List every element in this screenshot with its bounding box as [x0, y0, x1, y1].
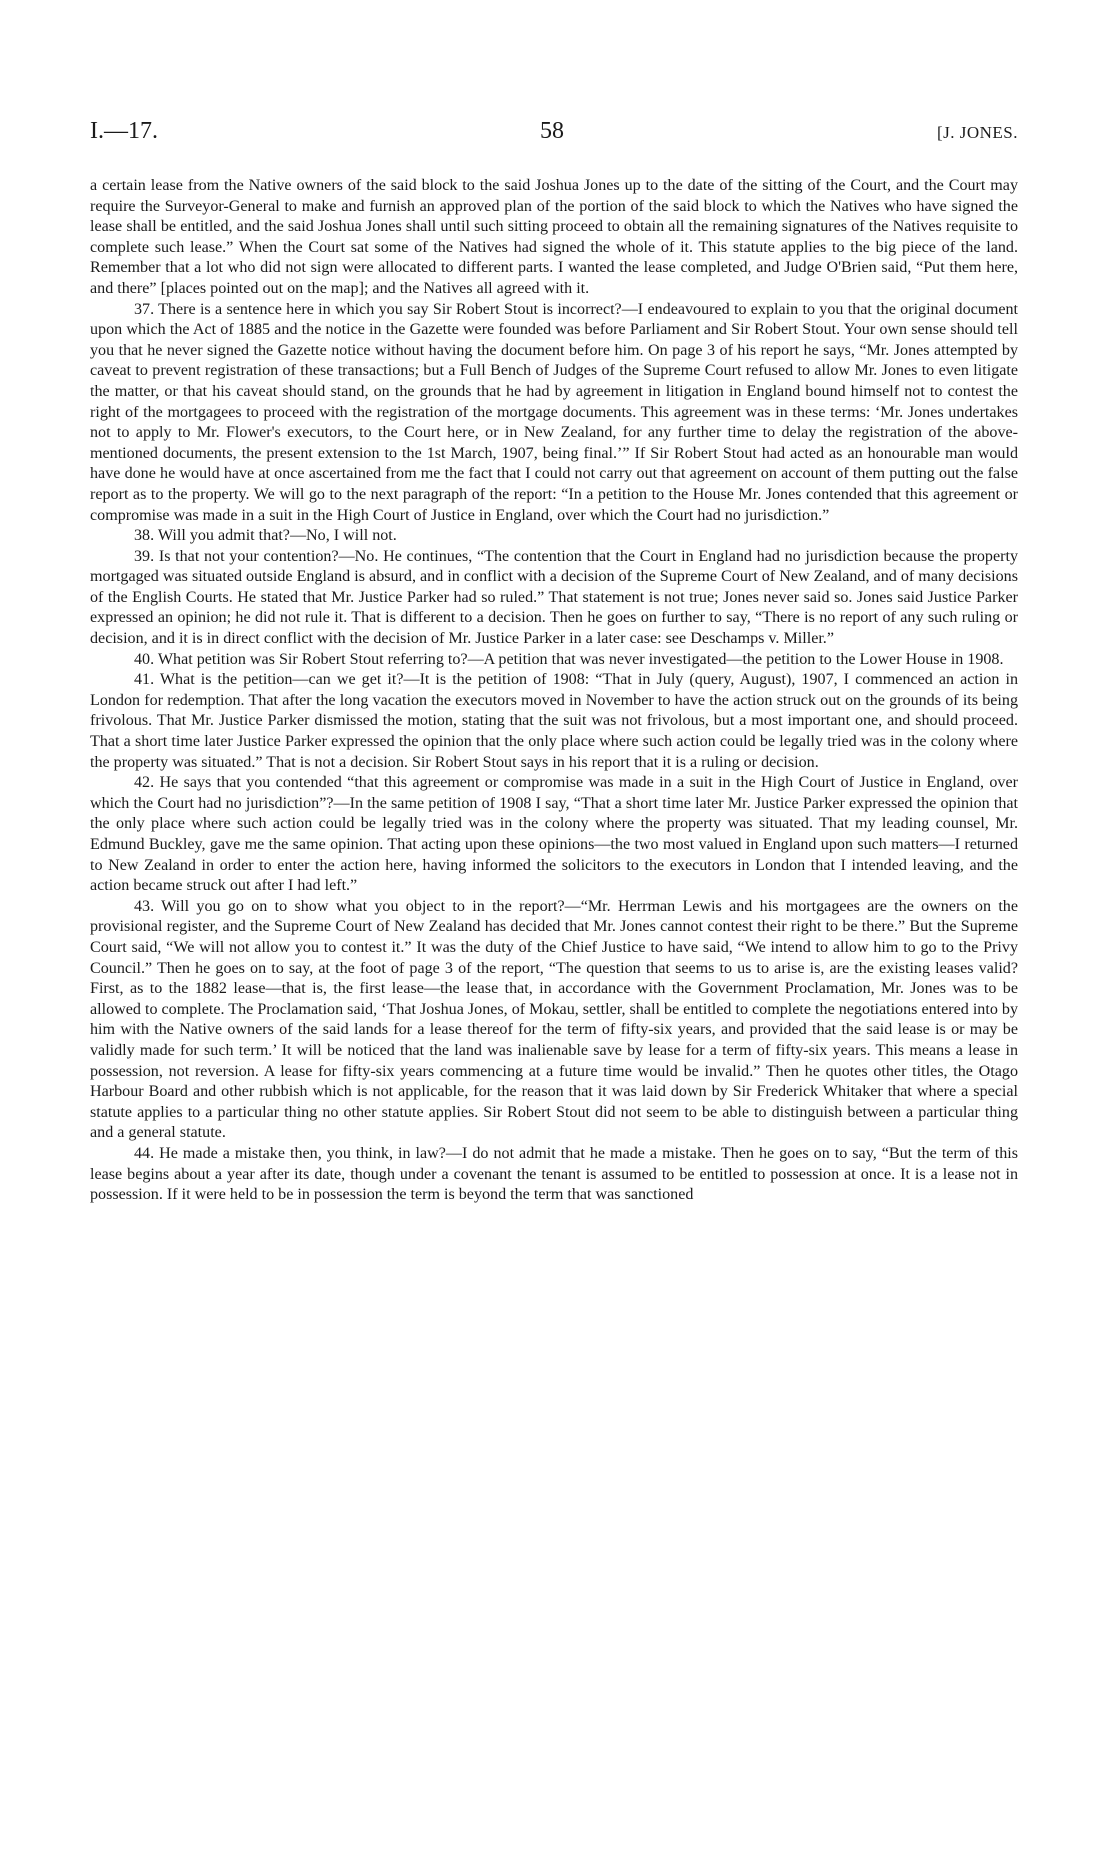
paragraph-41: 41. What is the petition—can we get it?—It is the petition of 1908: “That in July (query, August), 1907, I commenced an action in London for redemption. That after the long vacation the executors moved in November to have the action struck out on the grounds of its being frivolous. That Mr. Justice Parker dismissed the motion, stating that the suit was not frivolous, but a most important one, and should proceed. That a short time later Justice Parker expressed the opinion that the only place where such action could be legally tried was in the colony where the property was situated.” That is not a decision. Sir Robert Stout says in his report that it is a ruling or decision. [90, 671, 1018, 771]
witness-name: [J. JONES. [936, 123, 1018, 142]
paragraph-37: 37. There is a sentence here in which you say Sir Robert Stout is incorrect?—I endeavoured to explain to you that the original document upon which the Act of 1885 and the notice in the Gazette were founded was before Parliament and Sir Robert Stout. Your own sense should tell you that he never signed the Gazette notice without having the document before him. On page 3 of his report he says, “Mr. Jones attempted by caveat to prevent registration of these transactions; but a Full Bench of Judges of the Supreme Court refused to allow Mr. Jones to even litigate the matter, or that his caveat should stand, on the grounds that he had by agreement in litigation in England bound himself not to contest the right of the mortgagees to proceed with the registration of the mortgage documents. This agreement was in these terms: ‘Mr. Jones undertakes not to apply to Mr. Flower's executors, to the Court here, or in New Zealand, for any further time to delay the registration of the above-mentioned documents, the present extension to the 1st March, 1907, being final.’” If Sir Robert Stout had acted as an honourable man would have done he would have at once ascertained from me the fact that I could not carry out that agreement on account of them putting out the false report as to the property. We will go to the next paragraph of the report: “In a petition to the House Mr. Jones contended that this agreement or compromise was made in a suit in the High Court of Justice in England, over which the Court had no jurisdiction.” [90, 300, 1018, 524]
paragraph-42: 42. He says that you contended “that this agreement or compromise was made in a suit in the High Court of Justice in England, over which the Court had no jurisdiction”?—In the same petition of 1908 I say, “That a short time later Mr. Justice Parker expressed the opinion that the only place where such action could be legally tried was in the colony where the property was situated. That my leading counsel, Mr. Edmund Buckley, gave me the same opinion. That acting upon these opinions—the two most valued in England upon such matters—I returned to New Zealand in order to enter the action here, having informed the solicitors to the executors in London that I intended leaving, and the action became struck out after I had left.” [90, 774, 1018, 895]
paragraph-40: 40. What petition was Sir Robert Stout referring to?—A petition that was never investigated—the petition to the Lower House in 1908. [134, 650, 1004, 668]
paper-number: I.—17. [90, 118, 158, 144]
paragraph-44: 44. He made a mistake then, you think, in law?—I do not admit that he made a mistake. Then he goes on to say, “But the term of this lease begins about a year after its date, though under a covenant the tenant is assumed to be entitled to possession at once. It is a lease not in possession. If it were held to be in possession the term is beyond the term that was sanctioned [90, 1144, 1018, 1204]
page-number: 58 [540, 118, 564, 144]
document-body [90, 176, 1018, 1206]
paragraph-38: 38. Will you admit that?—No, I will not. [134, 527, 397, 545]
page-header [90, 118, 1018, 158]
paragraph-43: 43. Will you go on to show what you object to in the report?—“Mr. Herrman Lewis and his mortgagees are the owners on the provisional register, and the Supreme Court of New Zealand has decided that Mr. Jones cannot contest their right to be there.” But the Supreme Court said, “We will not allow you to contest it.” It was the duty of the Chief Justice to have said, “We intend to allow him to go to the Privy Council.” Then he goes on to say, at the foot of page 3 of the report, “The question that seems to us to arise is, are the existing leases valid? First, as to the 1882 lease—that is, the first lease—the lease that, in accordance with the Government Proclamation, Mr. Jones was to be allowed to complete. The Proclamation said, ‘That Joshua Jones, of Mokau, settler, shall be entitled to complete the negotiations entered into by him with the Native owners of the said lands for a lease thereof for the term of fifty-six years, and provided that the said lease is or may be validly made for such term.’ It will be noticed that the land was inalienable save by lease for a term of fifty-six years. This means a lease in possession, not reversion. A lease for fifty-six years commencing at a future time would be invalid.” Then he quotes other titles, the Otago Harbour Board and other rubbish which is not applicable, for the reason that it was laid down by Sir Frederick Whitaker that where a special statute applies to a particular thing no other statute applies. Sir Robert Stout did not seem to be able to distinguish between a particular thing and a general statute. [90, 897, 1018, 1142]
paragraph-continued: a certain lease from the Native owners of the said block to the said Joshua Jones up to the date of the sitting of the Court, and the Court may require the Surveyor-General to make and furnish an approved plan of the portion of the said block to which the Natives who have signed the lease shall be entitled, and the said Joshua Jones shall until such sitting proceed to obtain all the remaining signatures of the Natives requisite to complete such lease.” When the Court sat some of the Natives had signed the whole of it. This statute applies to the big piece of the land. Remember that a lot who did not sign were allocated to different parts. I wanted the lease completed, and Judge O'Brien said, “Put them here, and there” [places pointed out on the map]; and the Natives all agreed with it. [90, 177, 1018, 297]
paragraph-39: 39. Is that not your contention?—No. He continues, “The contention that the Court in England had no jurisdiction because the property mortgaged was situated outside England is absurd, and in conflict with a decision of the Supreme Court of New Zealand, and of many decisions of the English Courts. He stated that Mr. Justice Parker had so ruled.” That statement is not true; Jones never said so. Jones said Justice Parker expressed an opinion; he did not rule it. That is different to a decision. Then he goes on further to say, “There is no report of any such ruling or decision, and it is in direct conflict with the decision of Mr. Justice Parker in a later case: see Deschamps v. Miller.” [90, 547, 1018, 648]
